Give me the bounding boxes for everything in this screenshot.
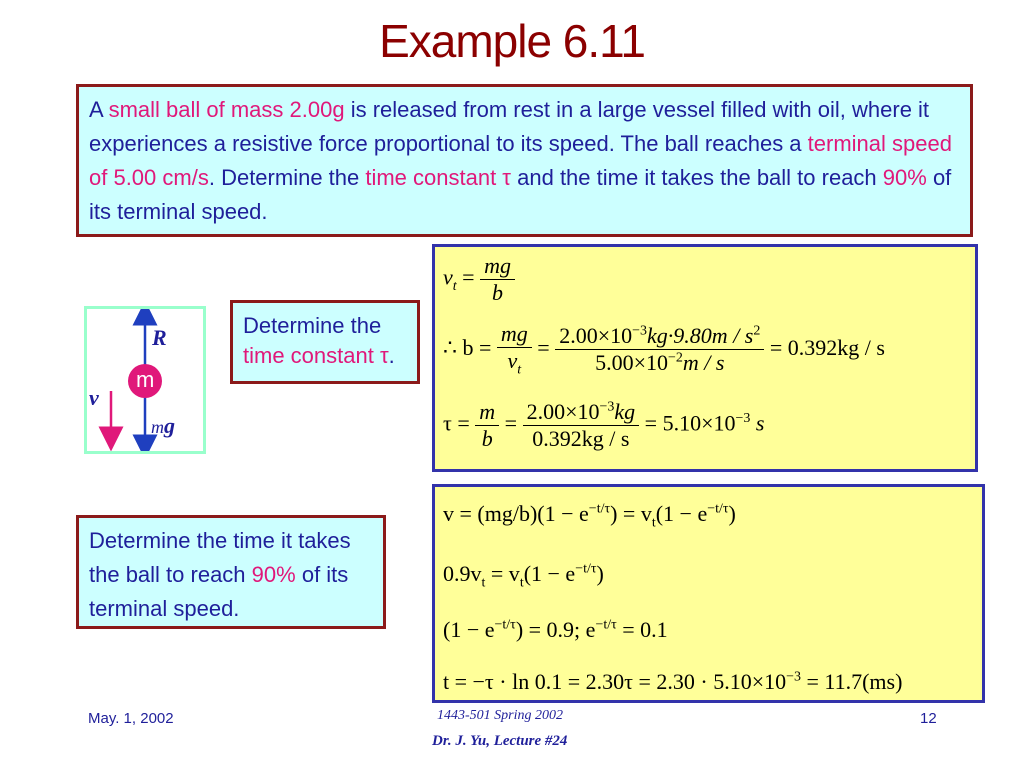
question-time-constant-box — [230, 300, 420, 384]
footer-date: May. 1, 2002 — [88, 710, 174, 727]
problem-highlight-mass: small ball of mass 2.00g — [108, 97, 345, 122]
equations-box-time-constant — [432, 244, 978, 472]
question-ninety-percent-box — [76, 515, 386, 629]
problem-highlight-percent: 90% — [882, 165, 927, 190]
footer-lecture: Dr. J. Yu, Lecture #24 — [432, 733, 568, 749]
problem-statement-box — [76, 84, 973, 237]
problem-text: and the time it takes the ball to reach — [511, 165, 883, 190]
question-text: Determine the time it takes the ball to reach — [89, 528, 351, 587]
velocity-label: v — [89, 385, 99, 410]
equation-tau-value: τ = $\frac{m}{b}$ = $\frac{2.00\times 10^{-3}kg}{0.392kg / s}$ = $5.10\times 10^{-3}$ s — [443, 399, 765, 451]
problem-text: . Determine the — [208, 165, 366, 190]
problem-highlight-speed: terminal speed of 5.00 cm/s — [89, 131, 952, 190]
problem-text: is released from rest in a large vessel filled with oil, where it experiences a resistive force proportional to its speed. The ball reaches a — [89, 97, 930, 156]
free-body-diagram — [84, 306, 206, 454]
equations-box-ninety-percent — [432, 484, 985, 703]
question-text: Determine the — [243, 313, 382, 338]
mass-label: m — [136, 367, 155, 392]
gravity-label-m: m — [151, 417, 164, 437]
question-highlight: time constant τ — [243, 343, 389, 368]
question-end: of its terminal speed. — [89, 562, 349, 621]
equation-ninety-percent: $0.9v_t = v_t(1 - e^{-t/\tau})$ — [443, 561, 604, 591]
slide-title: Example 6.11 — [379, 15, 645, 67]
equation-exponential: $(1 - e^{-t/\tau}) = 0.9$; $e^{-t/\tau} = 0.1$ — [443, 617, 668, 642]
equation-time-result: $t = -\tau \cdot \ln 0.1 = 2.30\tau = 2.30 \cdot 5.10\times 10^{-3} = 11.7(ms)$ — [443, 669, 903, 694]
question-highlight: 90% — [251, 562, 296, 587]
equation-b-value: ∴ b = $\frac{mg}{v_t}$ = $\frac{2.00\times 10^{-3}kg\cdot 9.80m / s^2}{5.00\times 10^{-2}m / s}$ = 0.392kg / s — [443, 321, 885, 378]
question-end: . — [388, 343, 395, 368]
problem-highlight-tau: time constant τ — [365, 165, 512, 190]
gravity-label-g: g — [164, 413, 175, 438]
footer-page-number: 12 — [920, 710, 937, 727]
footer-course: 1443-501 Spring 2002 — [437, 708, 563, 723]
resistive-force-label: R — [152, 325, 167, 350]
problem-text: of its terminal speed. — [89, 165, 952, 224]
equation-terminal-velocity: $v_t$ = $\frac{mg}{b}$ — [443, 253, 515, 306]
equation-velocity-function: $v = (mg/b)(1 - e^{-t/\tau}) = v_t(1 - e^{-t/\tau})$ — [443, 501, 736, 531]
problem-text: A — [89, 97, 109, 122]
